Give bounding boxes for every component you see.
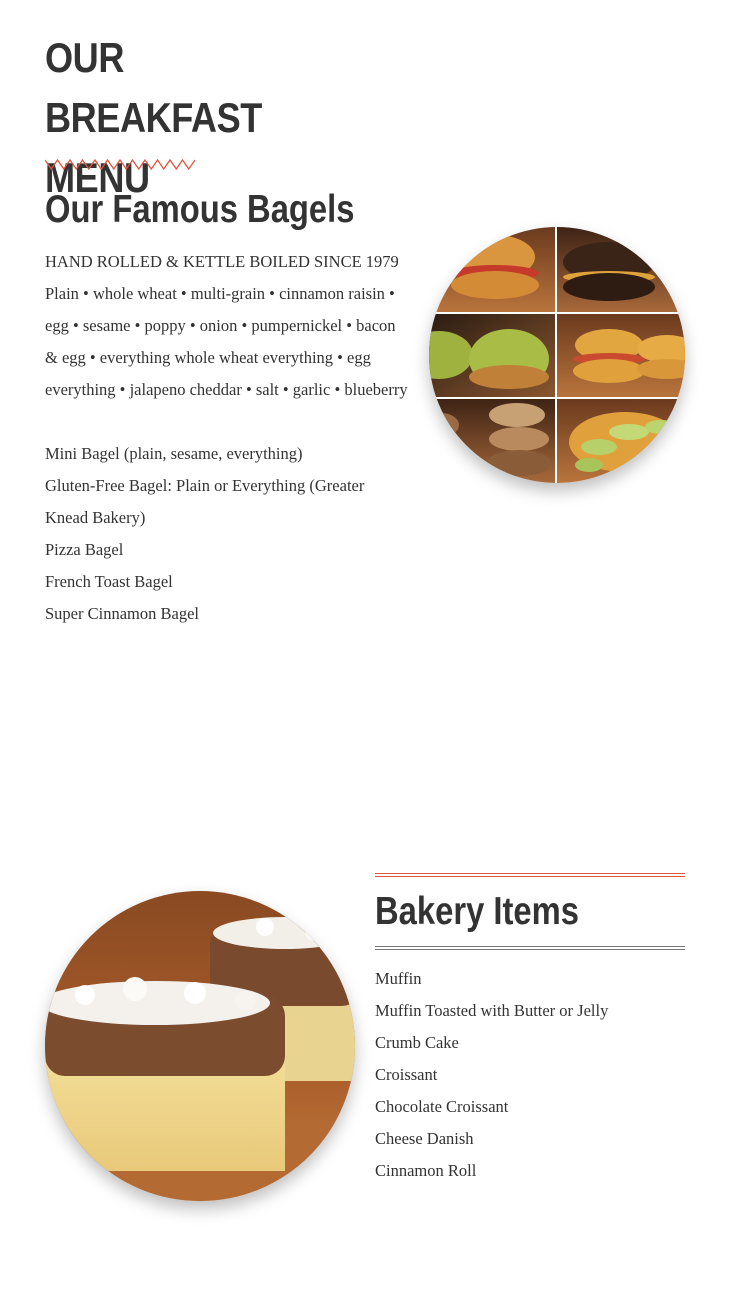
bakery-list [375, 963, 695, 1187]
list-item: Chocolate Croissant [375, 1097, 509, 1116]
list-item: Cheese Danish [375, 1129, 474, 1148]
list-item: Cinnamon Roll [375, 1161, 477, 1180]
bagel-collage-image [429, 227, 685, 483]
bagel-extra-item: French Toast Bagel [45, 572, 173, 591]
page-title: OUR BREAKFAST MENU [45, 34, 262, 201]
bagel-extra-item: Gluten-Free Bagel: Plain or Everything (Greater Knead Bakery) [45, 476, 365, 527]
bagel-extra-item: Mini Bagel (plain, sesame, everything) [45, 444, 303, 463]
list-item: Muffin Toasted with Butter or Jelly [375, 1001, 609, 1020]
section-title-bagels: Our Famous Bagels [45, 188, 355, 231]
bagel-description [45, 246, 410, 630]
list-item: Muffin [375, 969, 422, 988]
list-item: Crumb Cake [375, 1033, 459, 1052]
bagel-extra-item: Pizza Bagel [45, 540, 124, 559]
crumb-cake-image [45, 891, 355, 1201]
bakery-rule-bottom [375, 946, 685, 950]
section-title-bakery: Bakery Items [375, 890, 579, 933]
bakery-rule-top [375, 873, 685, 877]
bagel-varieties: Plain • whole wheat • multi-grain • cinnamon raisin • egg • sesame • poppy • onion • pumpernickel • bacon & egg • everything whole wheat everything • egg everything • jalapeno cheddar • salt • garlic • blueberry [45, 284, 408, 399]
bagel-extra-item: Super Cinnamon Bagel [45, 604, 199, 623]
bagel-tagline: HAND ROLLED & KETTLE BOILED SINCE 1979 [45, 252, 399, 271]
zigzag-divider [45, 158, 195, 172]
list-item: Croissant [375, 1065, 438, 1084]
